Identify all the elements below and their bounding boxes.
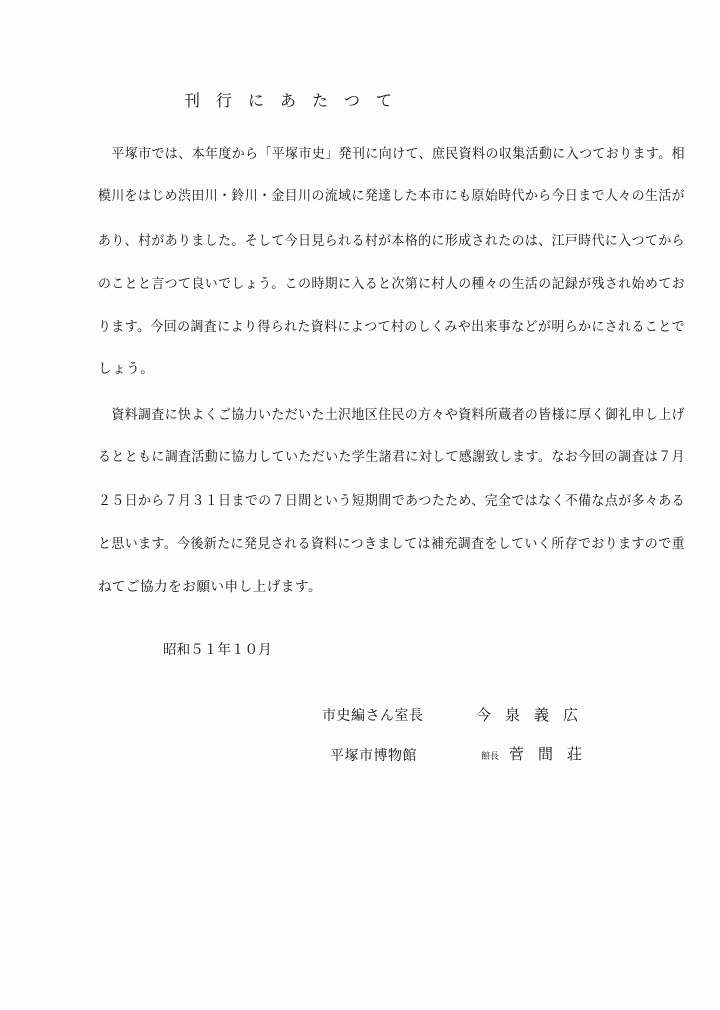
signature-org: 市史編さん室長 — [322, 708, 424, 724]
paragraph-line: ります。今回の調査により得られた資料によつて村のしくみや出来事などが明らかにされることで — [98, 319, 685, 335]
document-title: 刊行にあたつて — [184, 91, 409, 110]
signature-name: 菅間荘 — [509, 745, 597, 763]
paragraph-line: のことと言つて良いでしょう。この時期に入ると次第に村人の種々の生活の記録が残され始めてお — [98, 276, 685, 292]
document-date: 昭和５１年１０月 — [163, 642, 272, 658]
paragraph-line: ２５日から７月３１日までの７日間という短期間であつたため、完全ではなく不備な点が多々ある — [98, 493, 685, 509]
signature-org: 平塚市博物館 — [330, 748, 417, 764]
paragraph-line: 資料調査に快よくご協力いただいた土沢地区住民の方々や資料所蔵者の皆様に厚く御礼申し上げ — [98, 407, 685, 423]
paragraph-line: るとともに調査活動に協力していただいた学生諸君に対して感謝致します。なお今回の調査は７月 — [98, 449, 685, 465]
paragraph-line: 模川をはじめ渋田川・鈴川・金目川の流域に発達した本市にも原始時代から今日まで人々の生活が — [98, 188, 685, 204]
paragraph-line: しょう。 — [98, 361, 155, 377]
signature-name: 今泉義広 — [476, 706, 593, 724]
signature-role: 館長 — [481, 752, 500, 762]
paragraph-line: あり、村がありました。そして今日見られる村が本格的に形成されたのは、江戸時代に入つてから — [98, 233, 685, 249]
paragraph-line: 平塚市では、本年度から「平塚市史」発刊に向けて、庶民資料の収集活動に入つております。相 — [98, 146, 685, 162]
paragraph-line: ねてご協力をお願い申し上げます。 — [98, 579, 323, 595]
paragraph-line: と思います。今後新たに発見される資料につきましては補充調査をしていく所存でおりますので重 — [98, 536, 685, 552]
